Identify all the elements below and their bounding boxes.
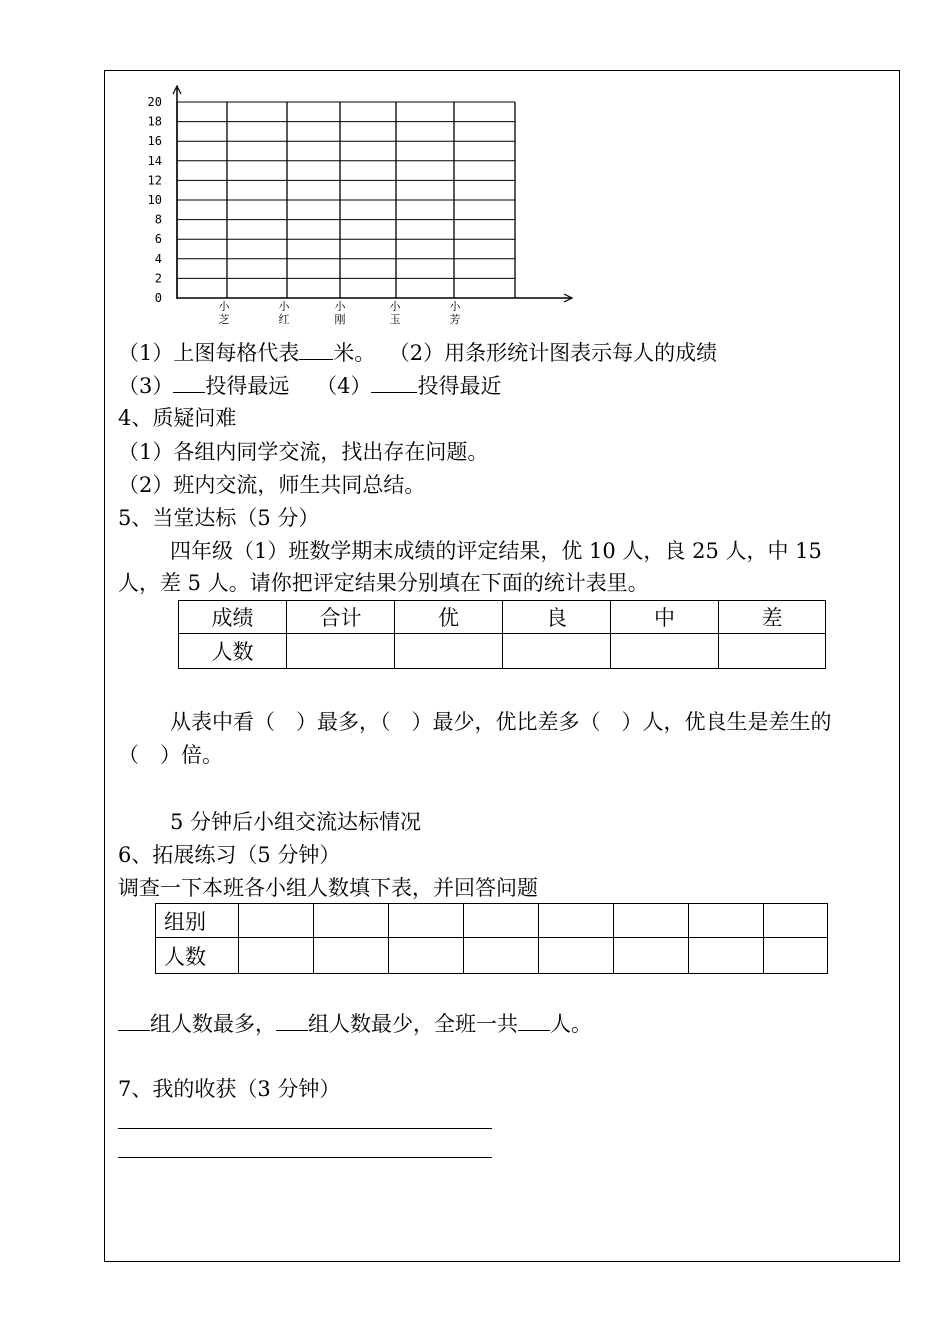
x-category-label: 玉	[389, 313, 401, 326]
section-6-title: 6、拓展练习（5 分钟）	[118, 843, 341, 867]
section-5-question-line-1: 从表中看（ ）最多，（ ）最少，优比差多（ ）人，优良生是差生的	[170, 710, 832, 734]
y-tick-label: 10	[147, 193, 162, 207]
group-input-cell[interactable]	[539, 904, 614, 938]
y-tick-label: 18	[147, 114, 162, 129]
group-input-cell[interactable]	[764, 904, 828, 938]
group-row-label: 人数	[156, 938, 239, 974]
group-input-cell[interactable]	[689, 904, 764, 938]
group-input-cell[interactable]	[689, 938, 764, 974]
total-blank[interactable]	[518, 1008, 550, 1031]
q4-text: 投得最近	[417, 374, 502, 398]
y-tick-label: 16	[147, 134, 162, 149]
x-category-label: 小	[334, 300, 346, 313]
grades-input-cell[interactable]	[287, 634, 395, 669]
q3-blank[interactable]	[173, 370, 205, 393]
y-tick-label: 2	[154, 271, 162, 286]
group-input-cell[interactable]	[764, 938, 828, 974]
q4-prefix: （4）	[316, 374, 372, 398]
grades-table	[178, 600, 826, 669]
group-input-cell[interactable]	[314, 938, 389, 974]
grades-input-cell[interactable]	[395, 634, 503, 669]
q4-blank[interactable]	[371, 370, 417, 393]
x-category-label: 小	[278, 300, 290, 313]
chart-question-line-1	[118, 337, 717, 368]
x-category-label: 芝	[218, 313, 230, 326]
section-4-item-1: （1）各组内同学交流，找出存在问题。	[118, 440, 489, 464]
q1-text: （1）上图每格代表	[118, 341, 300, 365]
grades-header-cell: 合计	[287, 601, 395, 634]
section-5-note: 5 分钟后小组交流达标情况	[170, 810, 422, 834]
answer-part-3: 人。	[550, 1012, 592, 1036]
q2-text: （2）用条形统计图表示每人的成绩	[388, 341, 718, 365]
x-category-labels	[219, 299, 462, 326]
group-input-cell[interactable]	[464, 938, 539, 974]
section-5-title: 5、当堂达标（5 分）	[118, 506, 320, 530]
y-tick-labels	[148, 95, 162, 305]
q1-unit: 米。	[333, 341, 376, 365]
group-input-cell[interactable]	[464, 904, 539, 938]
group-input-cell[interactable]	[239, 938, 314, 974]
bar-chart	[120, 84, 590, 330]
y-tick-label: 8	[154, 212, 162, 227]
x-category-label: 刚	[334, 313, 346, 326]
y-tick-label: 4	[154, 251, 162, 266]
q1-blank[interactable]	[299, 337, 333, 360]
section-4-item-2: （2）班内交流，师生共同总结。	[118, 473, 426, 497]
grades-input-cell[interactable]	[611, 634, 719, 669]
y-tick-label: 0	[154, 291, 162, 305]
group-input-cell[interactable]	[614, 938, 689, 974]
section-6-instruction: 调查一下本班各小组人数填下表，并回答问题	[118, 876, 538, 900]
group-table	[155, 903, 828, 974]
group-input-cell[interactable]	[389, 904, 464, 938]
x-category-label: 红	[278, 313, 290, 326]
y-tick-label: 6	[154, 232, 162, 247]
section-5-paragraph-line-1: 四年级（1）班数学期末成绩的评定结果，优 10 人，良 25 人，中 15	[170, 539, 822, 563]
chart-question-line-2	[118, 370, 501, 401]
q3-text: 投得最远	[205, 374, 290, 398]
group-input-cell[interactable]	[539, 938, 614, 974]
grades-input-cell[interactable]	[719, 634, 826, 669]
grades-header-cell: 优	[395, 601, 503, 634]
group-row-label: 组别	[156, 904, 239, 938]
grades-input-cell[interactable]	[503, 634, 611, 669]
group-input-cell[interactable]	[614, 904, 689, 938]
section-4-title: 4、质疑问难	[118, 406, 237, 430]
section-5-paragraph-line-2: 人，差 5 人。请你把评定结果分别填在下面的统计表里。	[118, 571, 649, 595]
y-tick-label: 14	[147, 153, 162, 168]
grades-header-cell: 成绩	[179, 601, 287, 634]
grades-row-label: 人数	[179, 634, 287, 669]
x-category-label: 小	[389, 300, 401, 313]
answer-line-2[interactable]	[118, 1157, 492, 1158]
group-input-cell[interactable]	[314, 904, 389, 938]
answer-part-1: 组人数最多，	[150, 1012, 276, 1036]
group-input-cell[interactable]	[239, 904, 314, 938]
grades-header-cell: 良	[503, 601, 611, 634]
section-5-question-line-2: （ ）倍。	[118, 743, 223, 767]
grades-header-cell: 差	[719, 601, 826, 634]
y-tick-label: 12	[147, 173, 162, 188]
grades-header-cell: 中	[611, 601, 719, 634]
y-tick-label: 20	[147, 95, 162, 109]
answer-part-2: 组人数最少，全班一共	[308, 1012, 518, 1036]
q3-prefix: （3）	[118, 374, 174, 398]
x-category-label: 小	[449, 300, 461, 313]
section-6-answer-line	[118, 1008, 592, 1039]
answer-line-1[interactable]	[118, 1128, 492, 1129]
group-input-cell[interactable]	[389, 938, 464, 974]
most-group-blank[interactable]	[118, 1008, 150, 1031]
x-category-label: 芳	[449, 313, 461, 326]
chart-grid	[177, 102, 515, 298]
least-group-blank[interactable]	[276, 1008, 308, 1031]
section-7-title: 7、我的收获（3 分钟）	[118, 1077, 341, 1101]
x-category-label: 小	[218, 300, 230, 313]
